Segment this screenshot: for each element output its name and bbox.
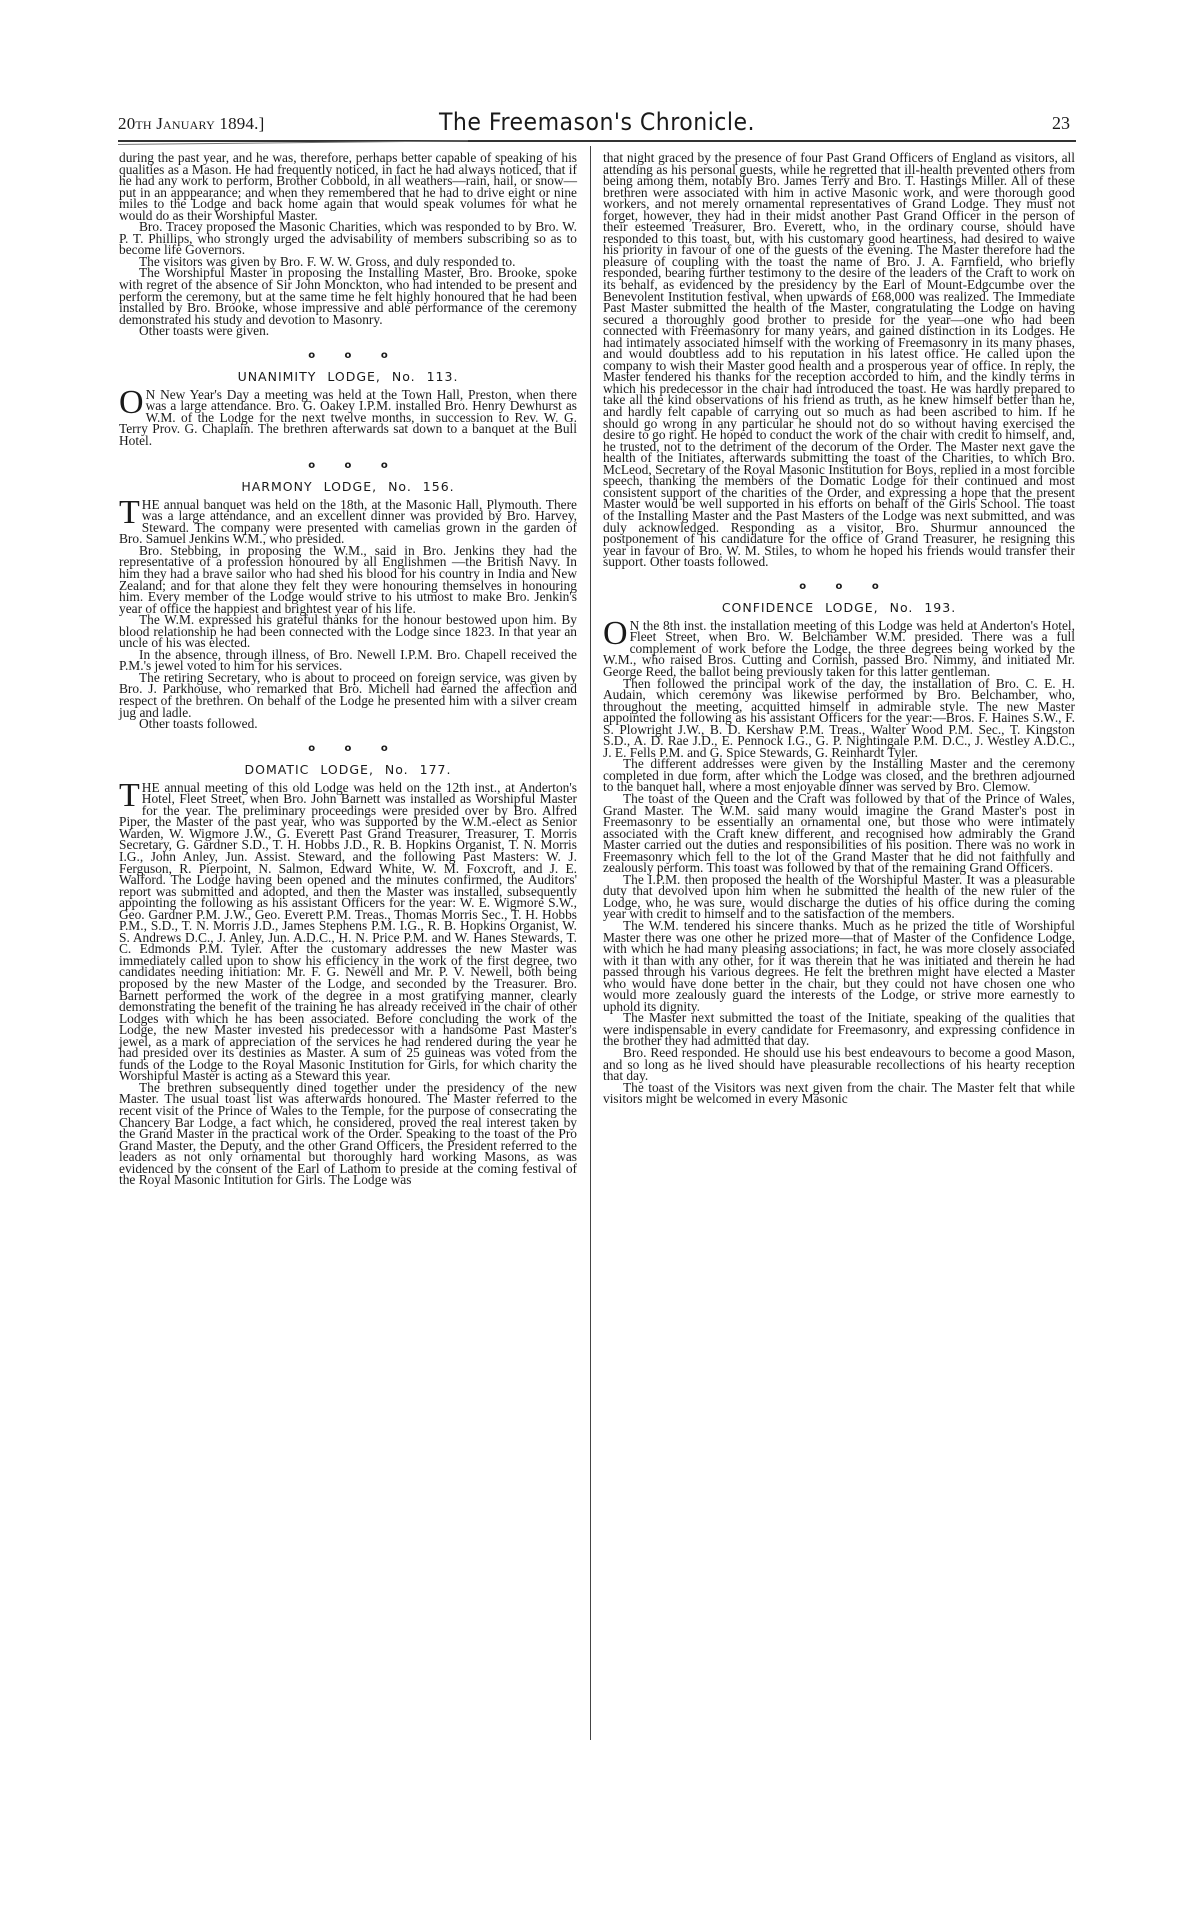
drop-cap: O <box>603 614 628 652</box>
lead-text: HE annual meeting of this old Lodge was held on the 12th inst., at Anderton's Hotel, Fleet Street, when Bro. John Barnett was installed as Worshipful Master for the year. The preliminary proceedings were presided over by Bro. Alfred Piper, the Master of the past year, who was supported by the W.M.-elect as Senior Warden, W. Wigmore J.W., G. Everett Past Grand Treasurer, Treasurer, T. Morris Secretary, G. Gardner S.D., T. H. Hobbs J.D., R. B. Hopkins Organist, T. N. Morris I.G., John Anley, Jun. Assist. Steward, and the following Past Masters: W. J. Ferguson, R. Pierpoint, N. Salmon, Edward White, W. M. Foxcroft, and J. E. Walford. The Lodge having been opened and the minutes confirmed, the Auditors' report was submitted and adopted, and then the Master was installed, subsequently appointing the following as his assistant Officers for the year: W. E. Wigmore S.W., Geo. Gardner P.M. J.W., Geo. Everett P.M. Treas., Thomas Morris Sec., T. H. Hobbs P.M., S.D., T. N. Morris J.D., James Stephens P.M. I.G., R. B. Hopkins Organist, W. S. Andrews D.C., J. Anley, Jun. A.D.C., H. N. Price P.M. and W. Hanes Stewards, T. C. Edmonds P.M. Tyler. After the customary addresses the new Master was immediately called upon to show his efficiency in the work of the first degree, two candidates needing initiation: Mr. F. G. Newell and Mr. P. V. Newell, both being proposed by the new Master of the Lodge, and seconded by the Treasurer. Bro. Barnett performed the work of the degree in a most gratifying manner, clearly demonstrating the benefit of the training he has already received in the chair of other Lodges with which he has been associated. Before concluding the work of the Lodge, the new Master invested his predecessor with a handsome Past Master's jewel, as a mark of appreciation of the services he had rendered during the year he had presided over its destinies as Master. A sum of 25 guineas was voted from the funds of the Lodge to the Royal Masonic Institution for Girls, for which charity the Worshipful Master is acting as a Steward this year. <box>119 779 577 1084</box>
paragraph: In the absence, through illness, of Bro. Newell I.P.M. Bro. Chapell received the P.M.'s jewel voted to him for his services. <box>119 646 577 674</box>
paragraph: The brethren subsequently dined together under the presidency of the new Master. The usual toast list was afterwards honoured. The Master referred to the recent visit of the Prince of Wales to the Temple, for the purpose of consecrating the Chancery Bar Lodge, a fact which, he considered, proved the real interest taken by the Grand Master in the practical work of the Order. Speaking to the toast of the Pro Grand Master, the Deputy, and the other Grand Officers, the President referred to the leaders as not only ornamental but thoroughly hard working Masons, as was evidenced by the consent of the Earl of Lathom to preside at the coming festival of the Royal Masonic Intitution for Girls. The Lodge was <box>119 1079 577 1188</box>
paragraph: The Worshipful Master in proposing the Installing Master, Bro. Brooke, spoke with regret of the absence of Sir John Monckton, who had intended to be present and perform the ceremony, but at the same time he felt highly honoured that he had been installed by Bro. Brooke, whose impressive and able performance of the ceremony demonstrated his study and devotion to Masonry. <box>119 265 577 327</box>
paragraph: The retiring Secretary, who is about to proceed on foreign service, was given by Bro. J. Parkhouse, who remarked that Bro. Michell had earned the affection and respect of the brethren. On behalf of the Lodge he presented him with a silver cream jug and ladle. <box>119 669 577 720</box>
section-separator: o o o <box>308 349 388 361</box>
lead-text: HE annual banquet was held on the 18th, at the Masonic Hall, Plymouth. There was a large attendance, and an excellent dinner was provided by Bro. Harvey, Steward. The company were presented with camelias grown in the garden of Bro. Samuel Jenkins W.M., who presided. <box>119 496 577 547</box>
masthead <box>118 108 1076 136</box>
paragraph: that night graced by the presence of four Past Grand Officers of England as visitors, all attending as his personal guests, while he regretted that ill-health prevented others from being among them, notably Bro. James Terry and Bro. T. Hastings Miller. All of these brethren were associated with him in active Masonic work, and were thorough good workers, and not merely ornamental representatives of Grand Lodge. They must not forget, however, they had in their midst another Past Grand Officer in the person of their esteemed Treasurer, Bro. Everett, who, in the ordinary course, should have responded to this toast, but, with his customary good heartiness, had desired to waive his priority in favour of one of the guests of the evening. The Master therefore had the pleasure of coupling with the toast the name of Bro. J. A. Farnfield, who briefly responded, bearing further testimony to the desire of the leaders of the Craft to work on its behalf, as evidenced by the presidency by the Earl of Mount-Edgcumbe over the Benevolent Institution festival, when upwards of £68,000 was realized. The Immediate Past Master submitted the health of the Master, congratulating the Lodge on having secured a thoroughly good brother to preside for the year—one who had been connected with Freemasonry for many years, and gained distinction in its Lodges. He had intimately associated himself with the working of Freemasonry in its many phases, and would doubtless add to his reputation in his latest office. He called upon the company to wish their Master good health and a prosperous year of office. In reply, the Master tendered his thanks for the reception accorded to him, and the kindly terms in which his predecessor in the chair had introduced the toast. He was hardly prepared to take all the kind observations of his friend as truth, as he knew himself better than he, and hardly felt capable of carrying out so much as had been ascribed to him. If he should go wrong in any particular he should not do so without having exercised the desire to go right. He hoped to conduct the work of the chair with credit to himself, and, he trusted, not to the detriment of the decorum of the Order. The Master next gave the health of the Initiates, afterwards submitting the toast of the Charities, to which Bro. McLeod, Secretary of the Royal Masonic Institution for Boys, replied in a most forcible speech, thanking the members of the Domatic Lodge for their continued and most consistent support of the charities of the Order, and expressing a hope that the present Master would be well supported in his efforts on behalf of the Girls School. The toast of the Installing Master and the Past Masters of the Lodge was next submitted, and was duly acknowledged. Responding as a visitor, Bro. Shurmur announced the postponement of his candidature for the office of Grand Treasurer, he resigning this year in favour of Bro. W. M. Stiles, to whom he hoped his friends would transfer their support. Other toasts followed. <box>603 150 1075 570</box>
paragraph: Bro. Tracey proposed the Masonic Charities, which was responded to by Bro. W. P. T. Phillips, who strongly urged the advisability of members subscribing so as to become life Governors. <box>119 219 577 258</box>
drop-cap: O <box>119 383 144 421</box>
paragraph: The toast of the Queen and the Craft was followed by that of the Prince of Wales, Grand Master. The W.M. said many would imagine the Grand Master's post in Freemasonry to be essentially an ornamental one, but those who were intimately associated with the Craft knew different, and recognised how admirably the Grand Master carried out the duties and responsibilities of his position. There was no work in Freemasonry which fell to the lot of the Grand Master that he did not faithfully and zealously perform. This toast was followed by that of the remaining Grand Officers. <box>603 790 1075 876</box>
lodge-heading-harmony: HARMONY LODGE, No. 156. <box>241 479 455 495</box>
issue-date: 20th January 1894.] <box>118 114 265 133</box>
paragraph: The different addresses were given by the Installing Master and the ceremony completed in due form, after which the Lodge was closed, and the brethren adjourned to the banquet hall, where a most enjoyable dinner was served by Bro. Clemow. <box>603 756 1075 795</box>
drop-cap: T <box>119 493 140 531</box>
lead-paragraph <box>603 614 1075 679</box>
paragraph: Other toasts were given. <box>139 323 270 339</box>
section-separator: o o o <box>308 742 388 754</box>
lead-paragraph <box>119 383 577 449</box>
paragraph: The W.M. tendered his sincere thanks. Much as he prized the title of Worshipful Master there was one other he prized more—that of Master of the Confidence Lodge, with which he had many pleasing associations; in fact, he was more closely associated with it than with any other, for it was therein that he was initiated and therein he had passed through his various degrees. He felt the brethren might have elected a Master who would have done better in the chair, but they could not have chosen one who would more zealously guard the interests of the Lodge, or strive more earnestly to uphold its dignity. <box>603 918 1075 1014</box>
lead-text: N New Year's Day a meeting was held at the Town Hall, Preston, when there was a large attendance. Bro. G. Oakey I.P.M. installed Bro. Henry Dewhurst as W.M. of the Lodge for the next twelve months, in succession to Rev. W. G. Terry Prov. G. Chaplain. The brethren afterwards sat down to a banquet at the Bull Hotel. <box>119 386 577 449</box>
paragraph: Then followed the principal work of the day, the installation of Bro. C. E. H. Audain, which ceremony was likewise performed by Bro. Belchamber, who, throughout the meeting, acquitted himself in admirable style. The new Master appointed the following as his assistant Officers for the year:—Bros. F. Haines S.W., F. S. Plowright J.W., B. D. Kershaw P.M. Treas., Walter Wood P.M. Sec., T. Kingston S.D., A. D. Rae J.D., E. Pennock I.G., G. P. Nightingale P.M. D.C., J. Westley A.D.C., J. E. Fells P.M. and G. Spice Stewards, G. Reinhardt Tyler. <box>603 675 1075 760</box>
left-column <box>119 152 577 1186</box>
page-number: 23 <box>1052 113 1070 133</box>
lodge-heading-confidence: CONFIDENCE LODGE, No. 193. <box>721 600 957 616</box>
paragraph: during the past year, and he was, therefore, perhaps better capable of speaking of his qualities as a Mason. He had frequently noticed, in fact he had always noticed, that if he had any work to perform, Brother Cobbold, in all weathers—rain, hail, or snow—put in an apppearance; and when they remembered that he had to drive eight or nine miles to the Lodge and back home again that would speak volumes for what he would do as their Worshipful Master. <box>119 150 577 223</box>
lead-text: N the 8th inst. the installation meeting of this Lodge was held at Anderton's Hotel, Fleet Street, when Bro. W. Belchamber W.M. presided. There was a full complement of work before the Lodge, the three degrees being worked by the W.M., who raised Bros. Cutting and Cornish, passed Bro. Nimmy, and initiated Mr. George Reed, the ballot being previously taken for this latter gentleman. <box>603 617 1075 679</box>
paragraph: The toast of the Visitors was next given from the chair. The Master felt that while visitors might be welcomed in every Masonic <box>603 1079 1075 1107</box>
lodge-heading-unanimity: UNANIMITY LODGE, No. 113. <box>237 369 459 385</box>
paragraph: The I.P.M. then proposed the health of the Worshipful Master. It was a pleasurable duty that devolved upon him when he submitted the health of the new ruler of the Lodge, who, he was sure, would discharge the duties of his office during the coming year with credit to himself and to the satisfaction of the members. <box>603 871 1075 922</box>
section-separator: o o o <box>308 459 388 471</box>
paragraph: Other toasts followed. <box>139 716 258 732</box>
paragraph: The visitors was given by Bro. F. W. W. Gross, and duly responded to. <box>139 253 516 269</box>
lead-paragraph <box>119 493 577 547</box>
right-column <box>603 152 1075 1105</box>
drop-cap: T <box>119 776 140 814</box>
paragraph: The Master next submitted the toast of the Initiate, speaking of the qualities that were indispensable in every candidate for Freemasonry, and expressing confidence in the brother they had admitted that day. <box>603 1010 1075 1049</box>
paragraph: Bro. Stebbing, in proposing the W.M., said in Bro. Jenkins they had the representative of a profession honoured by all Englishmen —the British Navy. In him they had a brave sailor who had shed his blood for his country in India and New Zealand; and for that alone they felt they were honouring themselves in honouring him. Every member of the Lodge would strive to his utmost to make Bro. Jenkin's year of office the happiest and brightest year of his life. <box>119 542 577 616</box>
publication-title: The Freemason's Chronicle. <box>438 108 756 136</box>
paragraph: Bro. Reed responded. He should use his best endeavours to become a good Mason, and so long as he lived should have pleasurable recollections of his hearty reception that day. <box>603 1045 1075 1084</box>
section-separator: o o o <box>799 580 879 592</box>
paragraph: The W.M. expressed his grateful thanks for the honour bestowed upon him. By blood relationship he had been connected with the Lodge since 1823. In that year an uncle of his was elected. <box>119 612 577 651</box>
lodge-heading-domatic: DOMATIC LODGE, No. 177. <box>244 762 452 778</box>
lead-paragraph <box>119 776 577 1084</box>
column-divider <box>590 146 591 1740</box>
